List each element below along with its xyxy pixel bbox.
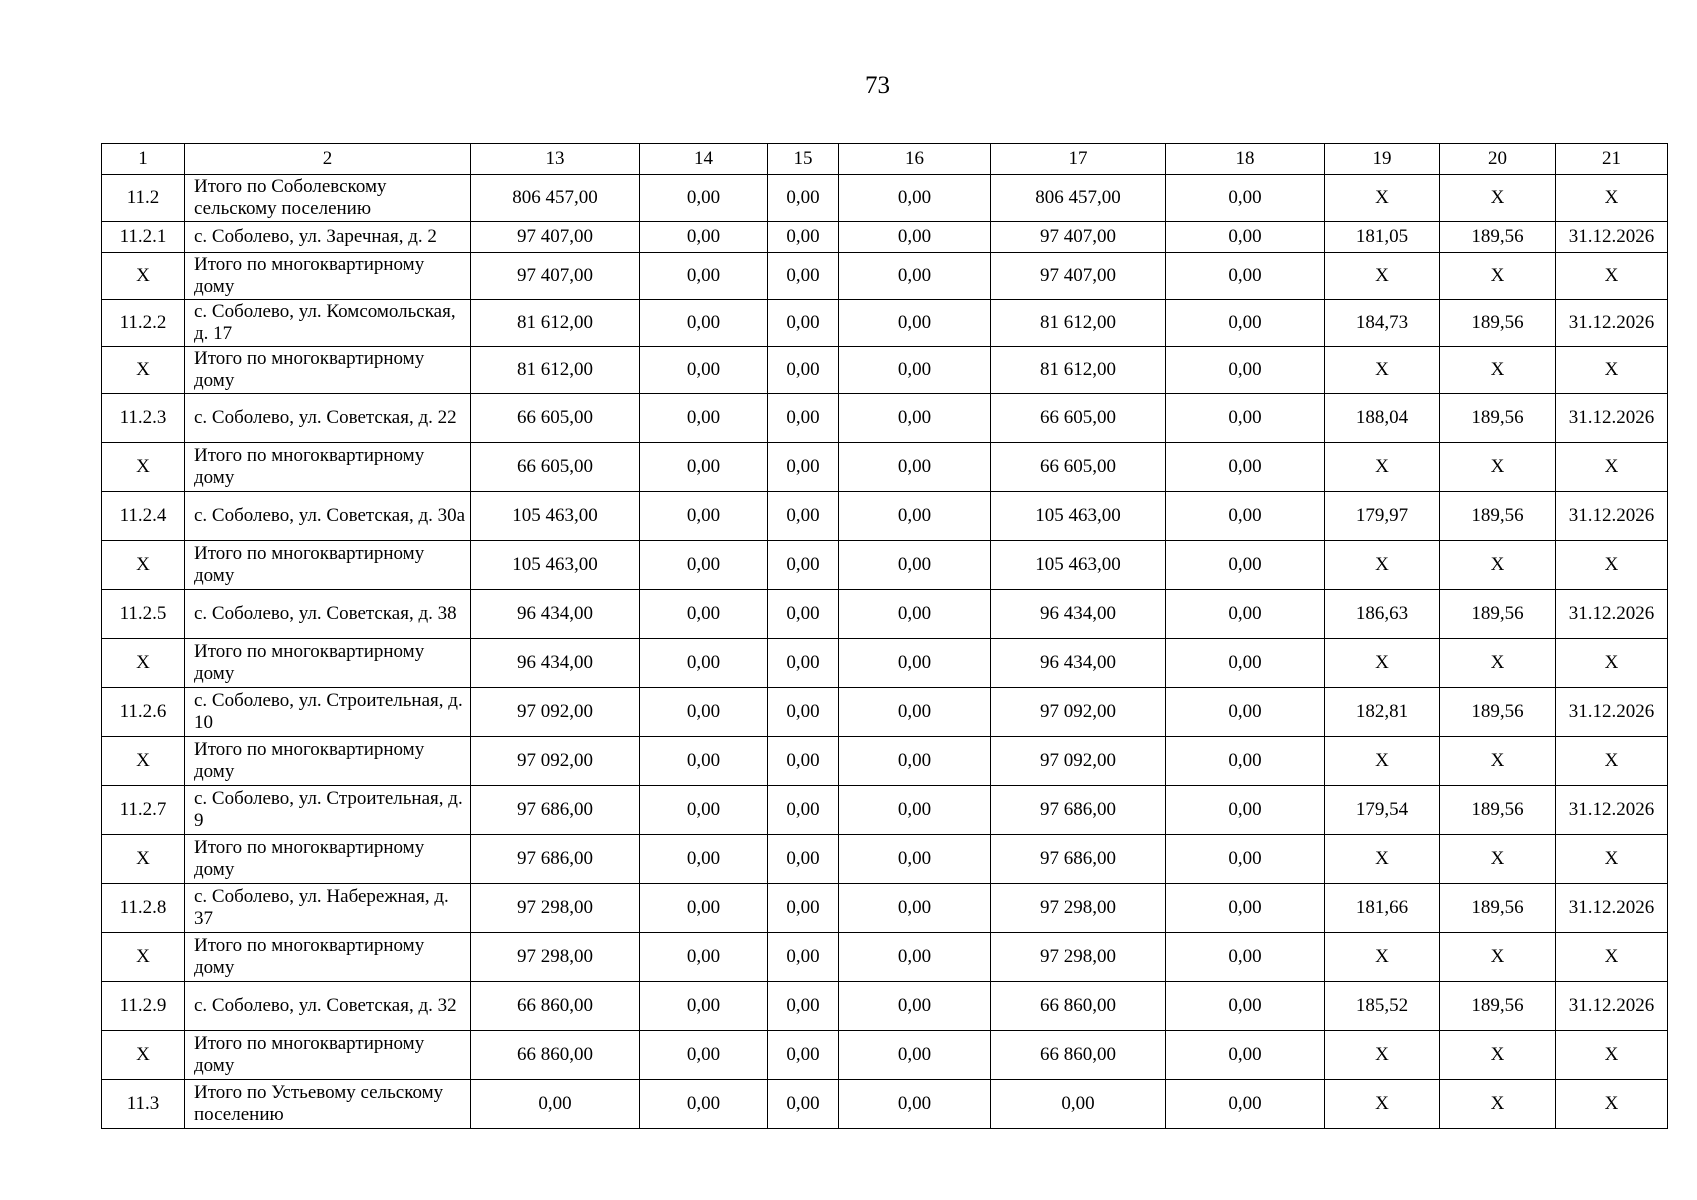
- cell-col-17: 96 434,00: [991, 639, 1166, 688]
- cell-col-17: 105 463,00: [991, 492, 1166, 541]
- table-row: [102, 492, 1668, 541]
- cell-col-15: 0,00: [768, 884, 839, 933]
- cell-col-17: 97 686,00: [991, 835, 1166, 884]
- column-header-18: 18: [1166, 144, 1325, 175]
- cell-col-19: X: [1325, 347, 1440, 394]
- cell-col-16: 0,00: [839, 492, 991, 541]
- table-row: [102, 300, 1668, 347]
- cell-col-15: 0,00: [768, 541, 839, 590]
- cell-col-15: 0,00: [768, 1080, 839, 1129]
- cell-col-21: 31.12.2026: [1556, 786, 1668, 835]
- cell-object-name: с. Соболево, ул. Советская, д. 30а: [185, 492, 471, 541]
- cell-col-16: 0,00: [839, 394, 991, 443]
- cell-col-19: 181,05: [1325, 222, 1440, 253]
- cell-col-16: 0,00: [839, 541, 991, 590]
- cell-col-16: 0,00: [839, 884, 991, 933]
- cell-col-17: 97 298,00: [991, 933, 1166, 982]
- cell-col-17: 97 407,00: [991, 222, 1166, 253]
- cell-col-17: 97 407,00: [991, 253, 1166, 300]
- table-row: [102, 737, 1668, 786]
- cell-col-21: X: [1556, 1031, 1668, 1080]
- cell-col-13: 97 092,00: [471, 737, 640, 786]
- table-row: [102, 933, 1668, 982]
- cell-col-21: 31.12.2026: [1556, 590, 1668, 639]
- cell-col-16: 0,00: [839, 590, 991, 639]
- cell-col-15: 0,00: [768, 737, 839, 786]
- cell-col-16: 0,00: [839, 253, 991, 300]
- cell-col-17: 105 463,00: [991, 541, 1166, 590]
- cell-col-16: 0,00: [839, 933, 991, 982]
- cell-object-name: Итого по многоквартирному дому: [185, 639, 471, 688]
- cell-col-19: 181,66: [1325, 884, 1440, 933]
- cell-object-name: Итого по многоквартирному дому: [185, 443, 471, 492]
- cell-object-name: с. Соболево, ул. Строительная, д. 9: [185, 786, 471, 835]
- cell-col-13: 105 463,00: [471, 492, 640, 541]
- cell-col-20: X: [1440, 253, 1556, 300]
- page-number: 73: [865, 72, 890, 99]
- cell-col-13: 66 860,00: [471, 982, 640, 1031]
- cell-col-19: X: [1325, 933, 1440, 982]
- table-row: [102, 175, 1668, 222]
- cell-col-20: 189,56: [1440, 222, 1556, 253]
- cell-col-18: 0,00: [1166, 786, 1325, 835]
- cell-col-21: X: [1556, 1080, 1668, 1129]
- cell-col-13: 66 605,00: [471, 443, 640, 492]
- cell-row-number: X: [102, 541, 185, 590]
- cell-row-number: 11.2.6: [102, 688, 185, 737]
- cell-col-18: 0,00: [1166, 175, 1325, 222]
- cell-col-20: X: [1440, 541, 1556, 590]
- cell-col-21: X: [1556, 443, 1668, 492]
- cell-col-16: 0,00: [839, 835, 991, 884]
- table-row: [102, 541, 1668, 590]
- cell-col-21: X: [1556, 175, 1668, 222]
- cell-row-number: 11.2: [102, 175, 185, 222]
- cell-col-15: 0,00: [768, 347, 839, 394]
- cell-col-18: 0,00: [1166, 737, 1325, 786]
- cell-col-14: 0,00: [640, 300, 768, 347]
- header-row: [102, 144, 1668, 175]
- cell-col-18: 0,00: [1166, 933, 1325, 982]
- cell-col-20: X: [1440, 933, 1556, 982]
- cell-object-name: Итого по многоквартирному дому: [185, 1031, 471, 1080]
- table-row: [102, 982, 1668, 1031]
- cell-col-16: 0,00: [839, 1080, 991, 1129]
- cell-col-21: X: [1556, 541, 1668, 590]
- cell-col-15: 0,00: [768, 590, 839, 639]
- cell-col-21: 31.12.2026: [1556, 884, 1668, 933]
- cell-col-21: X: [1556, 835, 1668, 884]
- cell-col-18: 0,00: [1166, 590, 1325, 639]
- cell-col-21: 31.12.2026: [1556, 394, 1668, 443]
- column-header-14: 14: [640, 144, 768, 175]
- cell-col-13: 105 463,00: [471, 541, 640, 590]
- cell-col-13: 96 434,00: [471, 590, 640, 639]
- cell-col-13: 96 434,00: [471, 639, 640, 688]
- column-header-19: 19: [1325, 144, 1440, 175]
- table-row: [102, 222, 1668, 253]
- cell-col-17: 97 092,00: [991, 737, 1166, 786]
- cell-col-14: 0,00: [640, 688, 768, 737]
- cell-col-16: 0,00: [839, 222, 991, 253]
- cell-object-name: с. Соболево, ул. Советская, д. 38: [185, 590, 471, 639]
- cell-col-18: 0,00: [1166, 541, 1325, 590]
- cell-col-20: 189,56: [1440, 884, 1556, 933]
- column-header-2: 2: [185, 144, 471, 175]
- cell-col-20: 189,56: [1440, 590, 1556, 639]
- cell-col-19: X: [1325, 253, 1440, 300]
- cell-col-20: 189,56: [1440, 786, 1556, 835]
- table-row: [102, 786, 1668, 835]
- cell-col-17: 66 860,00: [991, 1031, 1166, 1080]
- cell-col-14: 0,00: [640, 933, 768, 982]
- cell-col-17: 81 612,00: [991, 347, 1166, 394]
- cell-col-13: 806 457,00: [471, 175, 640, 222]
- cell-col-17: 66 860,00: [991, 982, 1166, 1031]
- table-row: [102, 1031, 1668, 1080]
- data-table: [101, 143, 1668, 1129]
- cell-col-15: 0,00: [768, 639, 839, 688]
- cell-col-15: 0,00: [768, 835, 839, 884]
- cell-col-13: 66 605,00: [471, 394, 640, 443]
- column-header-1: 1: [102, 144, 185, 175]
- cell-col-17: 66 605,00: [991, 394, 1166, 443]
- table-row: [102, 835, 1668, 884]
- table-row: [102, 639, 1668, 688]
- cell-col-14: 0,00: [640, 541, 768, 590]
- cell-object-name: Итого по многоквартирному дому: [185, 253, 471, 300]
- cell-object-name: с. Соболево, ул. Строительная, д. 10: [185, 688, 471, 737]
- cell-col-13: 97 407,00: [471, 222, 640, 253]
- cell-col-17: 97 092,00: [991, 688, 1166, 737]
- cell-col-15: 0,00: [768, 982, 839, 1031]
- cell-row-number: X: [102, 443, 185, 492]
- cell-col-21: X: [1556, 737, 1668, 786]
- cell-row-number: 11.2.1: [102, 222, 185, 253]
- cell-col-18: 0,00: [1166, 443, 1325, 492]
- cell-object-name: Итого по многоквартирному дому: [185, 347, 471, 394]
- table-row: [102, 688, 1668, 737]
- cell-col-13: 66 860,00: [471, 1031, 640, 1080]
- cell-col-21: X: [1556, 253, 1668, 300]
- cell-col-16: 0,00: [839, 786, 991, 835]
- cell-object-name: Итого по многоквартирному дому: [185, 541, 471, 590]
- cell-col-15: 0,00: [768, 933, 839, 982]
- table-row: [102, 590, 1668, 639]
- cell-col-15: 0,00: [768, 253, 839, 300]
- cell-col-16: 0,00: [839, 639, 991, 688]
- cell-col-14: 0,00: [640, 737, 768, 786]
- table-row: [102, 347, 1668, 394]
- cell-col-19: X: [1325, 1080, 1440, 1129]
- cell-row-number: 11.2.9: [102, 982, 185, 1031]
- column-header-21: 21: [1556, 144, 1668, 175]
- cell-col-18: 0,00: [1166, 1080, 1325, 1129]
- cell-col-18: 0,00: [1166, 394, 1325, 443]
- cell-col-14: 0,00: [640, 253, 768, 300]
- cell-row-number: X: [102, 253, 185, 300]
- cell-col-21: X: [1556, 639, 1668, 688]
- cell-col-14: 0,00: [640, 347, 768, 394]
- cell-col-17: 81 612,00: [991, 300, 1166, 347]
- cell-col-20: X: [1440, 1031, 1556, 1080]
- cell-col-14: 0,00: [640, 982, 768, 1031]
- cell-col-19: 179,54: [1325, 786, 1440, 835]
- cell-col-20: X: [1440, 175, 1556, 222]
- cell-col-19: 185,52: [1325, 982, 1440, 1031]
- cell-col-13: 97 092,00: [471, 688, 640, 737]
- cell-col-13: 97 298,00: [471, 884, 640, 933]
- cell-row-number: 11.2.8: [102, 884, 185, 933]
- cell-row-number: X: [102, 835, 185, 884]
- cell-col-17: 66 605,00: [991, 443, 1166, 492]
- cell-col-20: 189,56: [1440, 394, 1556, 443]
- cell-col-19: 179,97: [1325, 492, 1440, 541]
- column-header-17: 17: [991, 144, 1166, 175]
- table-row: [102, 394, 1668, 443]
- column-header-20: 20: [1440, 144, 1556, 175]
- cell-object-name: Итого по Соболевскому сельскому поселению: [185, 175, 471, 222]
- cell-col-14: 0,00: [640, 394, 768, 443]
- table-row: [102, 443, 1668, 492]
- cell-col-18: 0,00: [1166, 300, 1325, 347]
- cell-col-14: 0,00: [640, 175, 768, 222]
- cell-col-13: 97 298,00: [471, 933, 640, 982]
- cell-col-18: 0,00: [1166, 835, 1325, 884]
- column-header-15: 15: [768, 144, 839, 175]
- cell-col-19: X: [1325, 443, 1440, 492]
- cell-col-20: X: [1440, 639, 1556, 688]
- cell-object-name: Итого по многоквартирному дому: [185, 835, 471, 884]
- cell-row-number: 11.2.2: [102, 300, 185, 347]
- cell-col-19: 188,04: [1325, 394, 1440, 443]
- cell-row-number: 11.2.7: [102, 786, 185, 835]
- cell-col-16: 0,00: [839, 175, 991, 222]
- cell-row-number: 11.2.3: [102, 394, 185, 443]
- cell-col-19: X: [1325, 541, 1440, 590]
- cell-col-18: 0,00: [1166, 884, 1325, 933]
- cell-col-20: 189,56: [1440, 492, 1556, 541]
- cell-col-13: 97 686,00: [471, 835, 640, 884]
- cell-col-21: X: [1556, 347, 1668, 394]
- table-body: [102, 175, 1668, 1129]
- cell-col-13: 97 407,00: [471, 253, 640, 300]
- cell-col-19: X: [1325, 639, 1440, 688]
- cell-col-14: 0,00: [640, 835, 768, 884]
- cell-col-18: 0,00: [1166, 347, 1325, 394]
- cell-col-15: 0,00: [768, 443, 839, 492]
- cell-col-14: 0,00: [640, 884, 768, 933]
- cell-col-15: 0,00: [768, 492, 839, 541]
- cell-object-name: Итого по Устьевому сельскому поселению: [185, 1080, 471, 1129]
- cell-col-20: X: [1440, 1080, 1556, 1129]
- cell-col-15: 0,00: [768, 1031, 839, 1080]
- cell-col-18: 0,00: [1166, 982, 1325, 1031]
- cell-col-20: X: [1440, 737, 1556, 786]
- cell-col-13: 81 612,00: [471, 300, 640, 347]
- cell-col-15: 0,00: [768, 175, 839, 222]
- cell-col-20: 189,56: [1440, 982, 1556, 1031]
- cell-row-number: X: [102, 639, 185, 688]
- cell-col-14: 0,00: [640, 786, 768, 835]
- cell-col-15: 0,00: [768, 300, 839, 347]
- cell-col-18: 0,00: [1166, 253, 1325, 300]
- cell-object-name: Итого по многоквартирному дому: [185, 737, 471, 786]
- cell-row-number: 11.2.5: [102, 590, 185, 639]
- cell-col-14: 0,00: [640, 1031, 768, 1080]
- cell-col-19: X: [1325, 835, 1440, 884]
- cell-col-16: 0,00: [839, 347, 991, 394]
- cell-col-18: 0,00: [1166, 1031, 1325, 1080]
- cell-row-number: X: [102, 737, 185, 786]
- cell-col-19: X: [1325, 737, 1440, 786]
- cell-col-15: 0,00: [768, 786, 839, 835]
- cell-object-name: с. Соболево, ул. Набережная, д. 37: [185, 884, 471, 933]
- cell-col-19: X: [1325, 1031, 1440, 1080]
- cell-col-16: 0,00: [839, 737, 991, 786]
- cell-col-21: X: [1556, 933, 1668, 982]
- cell-col-14: 0,00: [640, 639, 768, 688]
- cell-col-17: 0,00: [991, 1080, 1166, 1129]
- cell-row-number: X: [102, 347, 185, 394]
- cell-col-21: 31.12.2026: [1556, 492, 1668, 541]
- cell-object-name: с. Соболево, ул. Советская, д. 22: [185, 394, 471, 443]
- cell-col-17: 97 298,00: [991, 884, 1166, 933]
- cell-row-number: X: [102, 933, 185, 982]
- cell-col-16: 0,00: [839, 982, 991, 1031]
- table-row: [102, 1080, 1668, 1129]
- cell-col-13: 81 612,00: [471, 347, 640, 394]
- cell-col-14: 0,00: [640, 492, 768, 541]
- cell-col-19: 184,73: [1325, 300, 1440, 347]
- cell-row-number: X: [102, 1031, 185, 1080]
- cell-col-16: 0,00: [839, 300, 991, 347]
- column-header-16: 16: [839, 144, 991, 175]
- cell-col-18: 0,00: [1166, 639, 1325, 688]
- cell-row-number: 11.3: [102, 1080, 185, 1129]
- cell-object-name: Итого по многоквартирному дому: [185, 933, 471, 982]
- cell-col-17: 806 457,00: [991, 175, 1166, 222]
- cell-col-20: X: [1440, 835, 1556, 884]
- cell-col-19: 186,63: [1325, 590, 1440, 639]
- cell-col-18: 0,00: [1166, 222, 1325, 253]
- cell-object-name: с. Соболево, ул. Заречная, д. 2: [185, 222, 471, 253]
- cell-col-20: X: [1440, 443, 1556, 492]
- cell-col-20: 189,56: [1440, 300, 1556, 347]
- cell-col-14: 0,00: [640, 1080, 768, 1129]
- cell-col-13: 0,00: [471, 1080, 640, 1129]
- cell-row-number: 11.2.4: [102, 492, 185, 541]
- cell-col-19: X: [1325, 175, 1440, 222]
- cell-col-20: 189,56: [1440, 688, 1556, 737]
- cell-col-17: 96 434,00: [991, 590, 1166, 639]
- cell-col-20: X: [1440, 347, 1556, 394]
- cell-col-21: 31.12.2026: [1556, 222, 1668, 253]
- cell-col-14: 0,00: [640, 443, 768, 492]
- cell-col-15: 0,00: [768, 688, 839, 737]
- cell-object-name: с. Соболево, ул. Комсомольская, д. 17: [185, 300, 471, 347]
- cell-col-19: 182,81: [1325, 688, 1440, 737]
- table-row: [102, 884, 1668, 933]
- cell-col-14: 0,00: [640, 590, 768, 639]
- cell-col-13: 97 686,00: [471, 786, 640, 835]
- table-header: [102, 144, 1668, 175]
- table-row: [102, 253, 1668, 300]
- cell-col-16: 0,00: [839, 1031, 991, 1080]
- cell-col-21: 31.12.2026: [1556, 688, 1668, 737]
- cell-col-16: 0,00: [839, 688, 991, 737]
- cell-col-14: 0,00: [640, 222, 768, 253]
- cell-col-15: 0,00: [768, 394, 839, 443]
- cell-col-16: 0,00: [839, 443, 991, 492]
- cell-object-name: с. Соболево, ул. Советская, д. 32: [185, 982, 471, 1031]
- cell-col-21: 31.12.2026: [1556, 300, 1668, 347]
- cell-col-18: 0,00: [1166, 492, 1325, 541]
- cell-col-15: 0,00: [768, 222, 839, 253]
- column-header-13: 13: [471, 144, 640, 175]
- cell-col-21: 31.12.2026: [1556, 982, 1668, 1031]
- cell-col-17: 97 686,00: [991, 786, 1166, 835]
- cell-col-18: 0,00: [1166, 688, 1325, 737]
